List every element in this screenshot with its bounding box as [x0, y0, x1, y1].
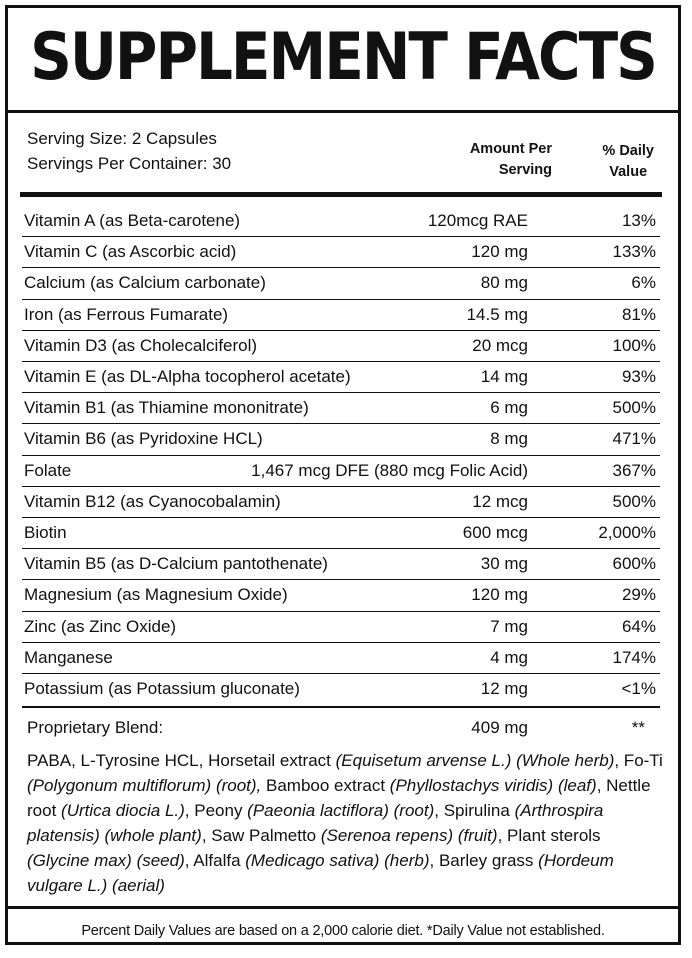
nutrient-name: Vitamin E (as DL-Alpha tocopherol acetate) — [24, 367, 351, 386]
ingredient-botanical-name: (Urtica diocia L.) — [61, 801, 185, 820]
ingredient-text: , Fo-Ti — [614, 751, 663, 770]
nutrient-row — [24, 268, 656, 299]
proprietary-blend-label: Proprietary Blend: — [27, 718, 164, 737]
nutrient-row — [24, 393, 656, 424]
nutrient-amount: 20 mcg — [472, 335, 528, 355]
nutrient-row — [24, 643, 656, 674]
ingredient-botanical-name: (Phyllostachys viridis) (leaf) — [389, 776, 597, 795]
nutrient-amount: 80 mg — [480, 273, 528, 293]
serving-size: Serving Size: 2 Capsules — [27, 129, 217, 148]
nutrient-dv: 174% — [612, 647, 656, 667]
ingredient-text: , Nettle root — [27, 776, 651, 820]
footnote: Percent Daily Values are based on a 2,000 calorie diet. *Daily Value not established. — [81, 923, 605, 939]
nutrient-row — [24, 300, 656, 331]
nutrient-dv: 100% — [612, 335, 656, 355]
nutrient-name: Potassium (as Potassium gluconate) — [24, 679, 300, 698]
nutrient-dv: 367% — [612, 460, 656, 480]
nutrient-amount: 12 mg — [480, 679, 528, 698]
nutrient-amount: 14.5 mg — [466, 304, 528, 324]
nutrient-name: Vitamin A (as Beta-carotene) — [24, 211, 241, 230]
nutrient-dv: 64% — [621, 616, 656, 636]
ingredient-botanical-name: (Medicago sativa) (herb) — [245, 851, 430, 870]
proprietary-blend-dv: ** — [631, 718, 645, 737]
nutrient-row — [24, 424, 656, 455]
ingredient-botanical-name: (Paeonia lactiflora) (root) — [247, 801, 435, 820]
footnote-divider — [8, 906, 678, 909]
nutrient-name: Magnesium (as Magnesium Oxide) — [24, 585, 288, 605]
header-divider — [20, 192, 662, 197]
nutrient-dv: 471% — [612, 429, 656, 449]
supplement-facts-panel — [5, 5, 681, 945]
blend-divider — [22, 706, 660, 708]
ingredient-text: , Spirulina — [434, 801, 515, 820]
nutrient-name: Vitamin B1 (as Thiamine mononitrate) — [24, 398, 309, 418]
blend-ingredients — [27, 748, 667, 898]
ingredient-text: , Barley grass — [429, 851, 539, 870]
nutrient-amount: 120 mg — [471, 585, 528, 605]
nutrient-row — [24, 518, 656, 549]
ingredient-botanical-name: (Arthrospira platensis) (whole plant) — [27, 801, 604, 845]
ingredient-text: , Peony — [184, 801, 248, 820]
nutrient-name: Vitamin B6 (as Pyridoxine HCL) — [24, 429, 263, 449]
nutrient-amount: 12 mcg — [472, 491, 528, 511]
nutrient-row — [24, 206, 656, 237]
nutrient-dv: 29% — [621, 585, 656, 605]
ingredient-text: PABA, L-Tyrosine HCL, Horsetail extract — [27, 751, 336, 770]
nutrient-name: Calcium (as Calcium carbonate) — [24, 273, 266, 293]
title-divider — [8, 110, 678, 113]
ingredient-text: , Alfalfa — [184, 851, 246, 870]
nutrient-row — [24, 674, 656, 705]
nutrient-dv: 2,000% — [598, 523, 656, 542]
nutrient-row — [24, 487, 656, 518]
nutrient-name: Vitamin B5 (as D-Calcium pantothenate) — [24, 554, 328, 574]
ingredient-botanical-name: (Equisetum arvense L.) (Whole herb) — [335, 751, 615, 770]
ingredient-text: , Plant sterols — [497, 826, 601, 845]
nutrient-amount: 6 mg — [490, 398, 528, 418]
ingredient-botanical-name: (Polygonum multiflorum) (root), — [27, 776, 262, 795]
nutrient-name: Folate — [24, 460, 72, 480]
nutrient-amount: 7 mg — [490, 616, 528, 636]
proprietary-blend-amount: 409 mg — [471, 718, 528, 737]
nutrient-dv: 500% — [612, 491, 656, 511]
nutrient-dv: 81% — [621, 304, 656, 324]
nutrient-name: Vitamin D3 (as Cholecalciferol) — [24, 335, 258, 355]
nutrient-name: Manganese — [24, 647, 113, 667]
ingredient-botanical-name: (Glycine max) (seed) — [27, 851, 185, 870]
nutrient-dv: 500% — [612, 398, 656, 418]
nutrient-dv: 13% — [621, 211, 656, 230]
nutrient-row — [24, 580, 656, 611]
serving-info — [27, 126, 231, 176]
ingredient-text: Bamboo extract — [261, 776, 390, 795]
nutrient-amount: 120 mg — [471, 242, 528, 262]
nutrient-name: Vitamin C (as Ascorbic acid) — [24, 242, 237, 262]
nutrient-name: Biotin — [24, 523, 67, 542]
nutrient-amount: 14 mg — [480, 367, 528, 386]
nutrient-row — [24, 456, 656, 487]
nutrient-row — [24, 331, 656, 362]
panel-title: SUPPLEMENT FACTS — [30, 18, 656, 95]
nutrient-dv: <1% — [621, 679, 656, 698]
nutrient-row — [24, 362, 656, 393]
nutrient-row — [24, 237, 656, 268]
nutrient-amount: 4 mg — [490, 647, 528, 667]
nutrient-amount: 8 mg — [490, 429, 528, 449]
ingredient-botanical-name: (Serenoa repens) (fruit) — [320, 826, 498, 845]
servings-per-container: Servings Per Container: 30 — [27, 154, 232, 173]
nutrient-name: Zinc (as Zinc Oxide) — [24, 616, 177, 636]
nutrient-dv: 600% — [612, 554, 656, 574]
nutrient-dv: 133% — [612, 242, 656, 262]
nutrient-row — [24, 549, 656, 580]
nutrient-dv: 93% — [621, 367, 656, 386]
amount-per-serving-header: Amount Per Serving — [469, 141, 552, 178]
nutrient-row — [24, 612, 656, 643]
nutrient-amount: 1,467 mcg DFE (880 mcg Folic Acid) — [251, 460, 528, 480]
ingredient-text: , Saw Palmetto — [201, 826, 321, 845]
nutrient-amount: 30 mg — [480, 554, 528, 574]
nutrient-dv: 6% — [631, 273, 656, 293]
nutrient-amount: 120mcg RAE — [427, 211, 528, 230]
daily-value-header: % Daily Value — [602, 143, 654, 180]
nutrient-name: Vitamin B12 (as Cyanocobalamin) — [24, 491, 281, 511]
nutrient-amount: 600 mcg — [462, 523, 528, 542]
nutrient-name: Iron (as Ferrous Fumarate) — [24, 304, 229, 324]
ingredient-botanical-name: (Hordeum vulgare L.) (aerial) — [27, 851, 614, 895]
